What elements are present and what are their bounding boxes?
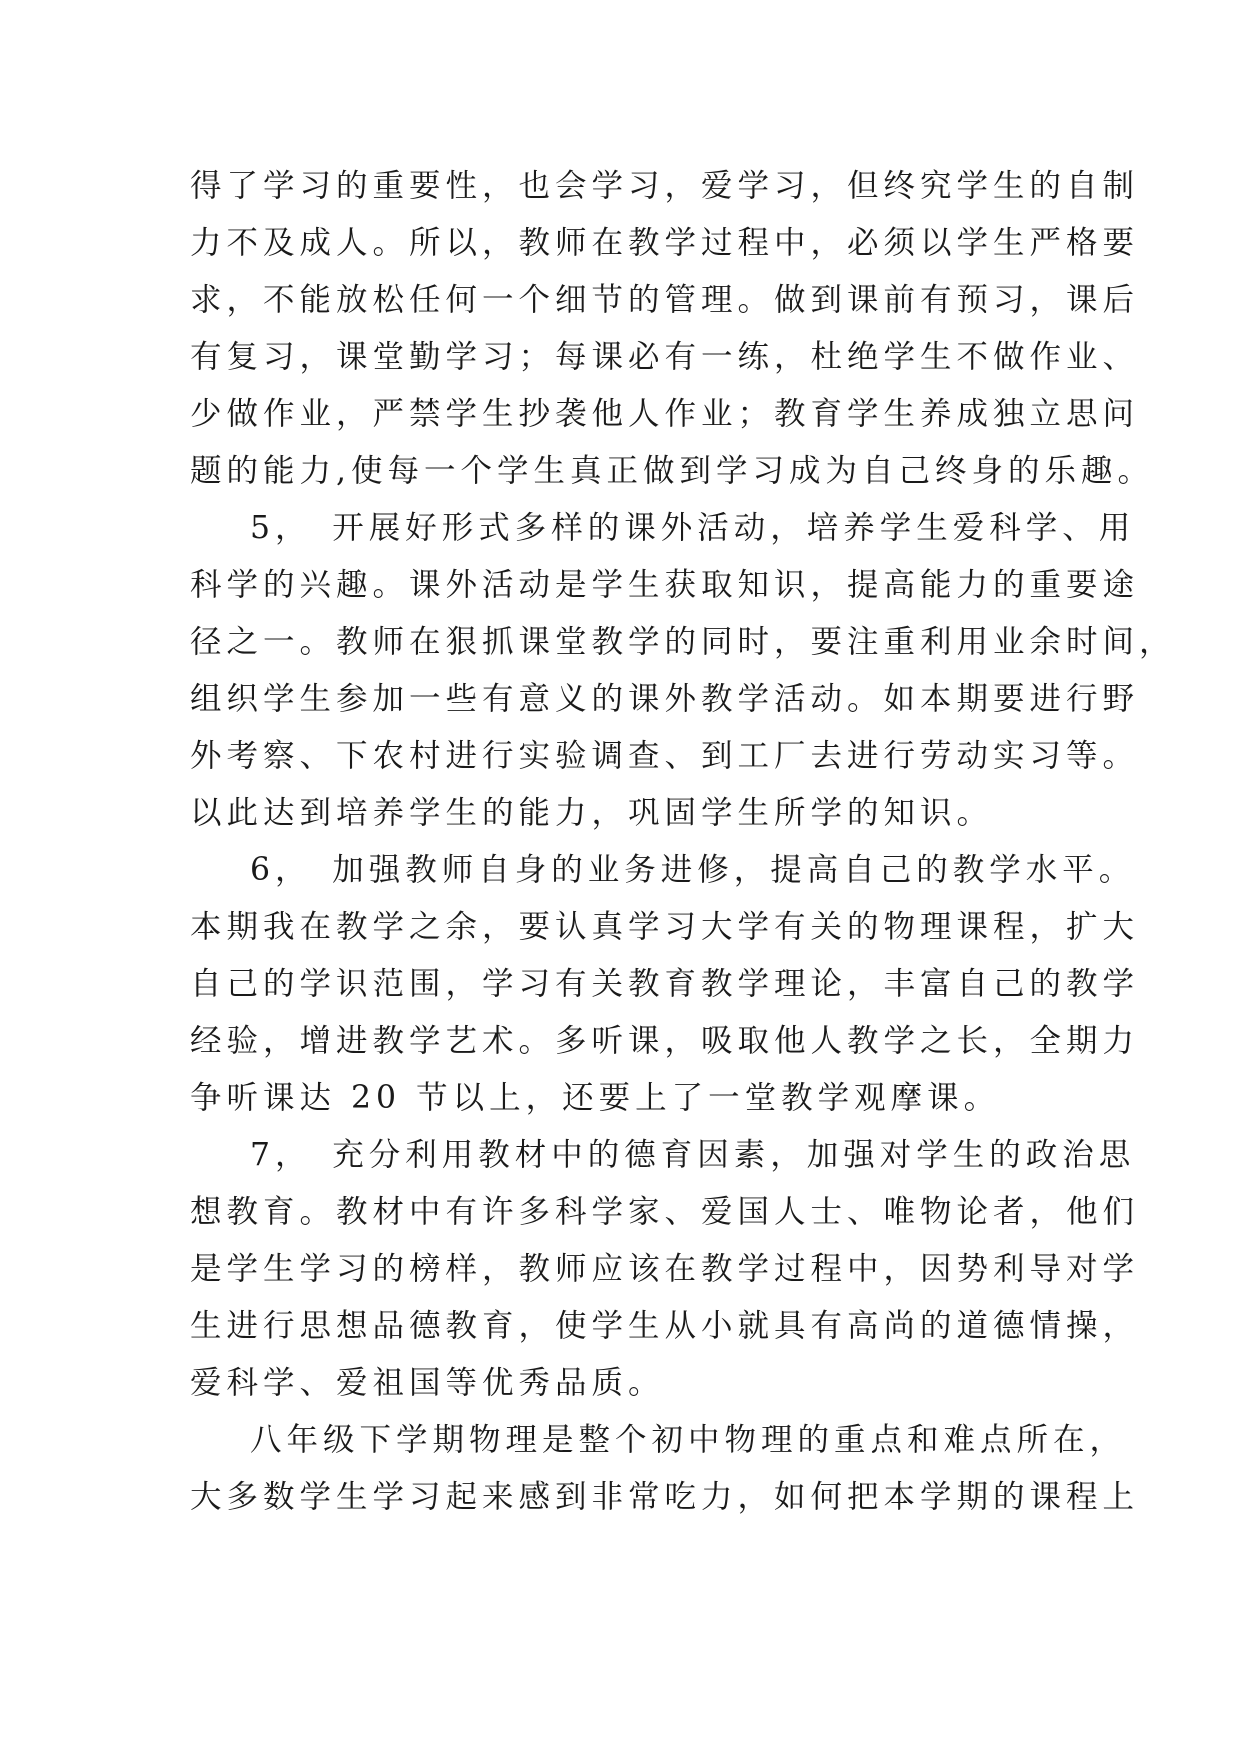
text-line: 八年级下学期物理是整个初中物理的重点和难点所在， — [250, 1422, 1127, 1458]
text-line: 5， 开展好形式多样的课外活动，培养学生爱科学、用 — [250, 510, 1136, 546]
text-line: 力不及成人。所以，教师在教学过程中，必须以学生严格要 — [190, 225, 1140, 261]
text-line: 求，不能放松任何一个细节的管理。做到课前有预习，课后 — [190, 282, 1140, 318]
text-line: 经验，增进教学艺术。多听课，吸取他人教学之长，全期力 — [190, 1023, 1140, 1059]
text-line: 7， 充分利用教材中的德育因素，加强对学生的政治思 — [250, 1137, 1136, 1173]
text-line: 生进行思想品德教育，使学生从小就具有高尚的道德情操， — [190, 1308, 1140, 1344]
text-line: 外考察、下农村进行实验调查、到工厂去进行劳动实习等。 — [190, 738, 1140, 774]
text-line: 组织学生参加一些有意义的课外教学活动。如本期要进行野 — [190, 681, 1140, 717]
text-line: 少做作业，严禁学生抄袭他人作业；教育学生养成独立思问 — [190, 396, 1140, 432]
text-line: 是学生学习的榜样，教师应该在教学过程中，因势利导对学 — [190, 1251, 1140, 1287]
text-line: 本期我在教学之余，要认真学习大学有关的物理课程，扩大 — [190, 909, 1140, 945]
text-line: 有复习，课堂勤学习；每课必有一练，杜绝学生不做作业、 — [190, 339, 1140, 375]
text-line: 得了学习的重要性，也会学习，爱学习，但终究学生的自制 — [190, 168, 1140, 204]
text-line: 争听课达 20 节以上，还要上了一堂教学观摩课。 — [190, 1080, 1001, 1116]
text-line: 题的能力,使每一个学生真正做到学习成为自己终身的乐趣。 — [190, 453, 1155, 489]
text-line: 科学的兴趣。课外活动是学生获取知识，提高能力的重要途 — [190, 567, 1140, 603]
text-line: 想教育。教材中有许多科学家、爱国人士、唯物论者，他们 — [190, 1194, 1140, 1230]
text-line: 径之一。教师在狠抓课堂教学的同时，要注重利用业余时间， — [190, 624, 1176, 660]
text-line: 大多数学生学习起来感到非常吃力，如何把本学期的课程上 — [190, 1479, 1140, 1515]
body-text — [190, 158, 1176, 1526]
text-line: 自己的学识范围，学习有关教育教学理论，丰富自己的教学 — [190, 966, 1140, 1002]
text-line: 以此达到培养学生的能力，巩固学生所学的知识。 — [190, 795, 994, 831]
text-line: 爱科学、爱祖国等优秀品质。 — [190, 1365, 665, 1401]
text-line: 6， 加强教师自身的业务进修，提高自己的教学水平。 — [250, 852, 1136, 888]
